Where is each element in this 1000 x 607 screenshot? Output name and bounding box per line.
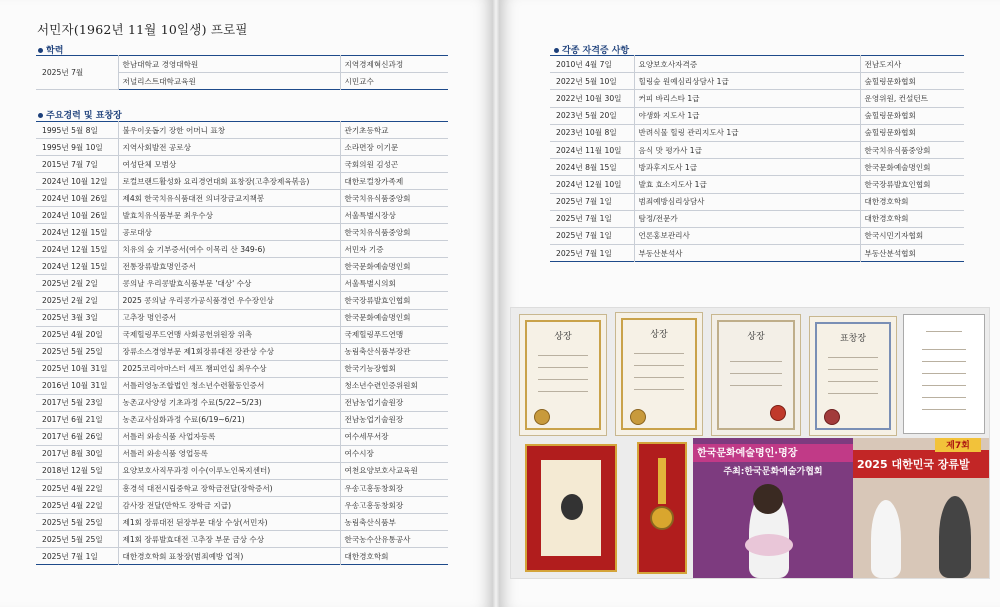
table-cell-date: 2025년 4월 20일	[36, 326, 118, 343]
table-cell-org: 운영위원, 컨설턴트	[860, 90, 964, 107]
table-cell-date: 2025년 4월 22일	[36, 479, 118, 496]
table-cell-name: 발효 효소지도사 1급	[634, 176, 860, 193]
table-cell-name: 한남대학교 경영대학원	[118, 56, 340, 73]
table-cell-name: 커피 바리스타 1급	[634, 90, 860, 107]
table-cell-org: 소라면장 이기문	[340, 139, 448, 156]
table-cell-org: 한국문화예술명인회	[340, 258, 448, 275]
table-cell-date: 2018년 12월 5일	[36, 462, 118, 479]
table-row	[36, 445, 448, 462]
table-row	[36, 411, 448, 428]
table-cell-name: 로컬브랜드활성화 요리경연대회 표창장(고추장제육볶음)	[118, 173, 340, 190]
table-cell-date: 1995년 9월 10일	[36, 139, 118, 156]
table-row	[36, 139, 448, 156]
table-cell-note: 지역경제혁신과정	[340, 56, 448, 73]
table-cell-org: 한국장류발효인협회	[340, 292, 448, 309]
table-cell-org: 서울특별시의회	[340, 275, 448, 292]
table-cell-org: 여천요양보호사교육원	[340, 462, 448, 479]
table-cell-date: 2025년 7월 1일	[550, 193, 634, 210]
event-banner-title: 2025 대한민국 장류발	[853, 450, 989, 478]
event-badge: 제7회	[935, 438, 981, 452]
table-cell-org: 한국기능장협회	[340, 360, 448, 377]
table-row	[550, 193, 964, 210]
certificate-title: 상장	[650, 330, 668, 340]
table-cell-name: 흥경석 대전시립중학교 장학금전달(장학증서)	[118, 479, 340, 496]
table-cell-name: 요양보호사자격증	[634, 56, 860, 73]
ceremony-photo-1	[693, 438, 853, 578]
career-heading-label: 주요경력 및 표창장	[46, 111, 122, 121]
table-row	[36, 428, 448, 445]
table-cell-name: 야생화 지도사 1급	[634, 107, 860, 124]
table-cell-date: 2017년 6월 26일	[36, 428, 118, 445]
certificate-photo-1	[519, 314, 607, 436]
medal-case-photo	[637, 442, 687, 574]
table-cell-name: 불우이웃돕기 장한 어머니 표창	[118, 122, 340, 139]
table-cell-org: 여수시장	[340, 445, 448, 462]
table-row	[36, 497, 448, 514]
table-cell-org: 국제힐링푸드연맹	[340, 326, 448, 343]
table-cell-org: 농림축산식품부	[340, 514, 448, 531]
table-cell-date: 2025년 2월 2일	[36, 292, 118, 309]
career-heading	[38, 108, 122, 121]
table-row	[550, 210, 964, 227]
table-cell-date: 2025년 5월 25일	[36, 514, 118, 531]
bullet-icon	[38, 113, 43, 118]
table-cell-date: 1995년 5월 8일	[36, 122, 118, 139]
table-cell-org: 농림축산식품부장관	[340, 343, 448, 360]
table-cell-name: 감사장 전달(만학도 장학금 지급)	[118, 497, 340, 514]
education-heading-label: 학력	[46, 46, 64, 56]
table-cell-date: 2024년 11월 10일	[550, 141, 634, 158]
table-cell-name: 농촌교사심화과정 수료(6/19~6/21)	[118, 411, 340, 428]
certificate-photo-4	[809, 316, 897, 436]
table-row	[36, 258, 448, 275]
seal-icon	[534, 409, 550, 425]
table-row	[36, 122, 448, 139]
table-row	[550, 141, 964, 158]
table-row	[550, 176, 964, 193]
seal-icon	[824, 409, 840, 425]
event-banner-subtitle: 주최:한국문화예술가협회	[723, 467, 823, 477]
education-table	[36, 55, 448, 90]
awards-photo-collage	[510, 307, 990, 579]
table-cell-date: 2017년 8월 30일	[36, 445, 118, 462]
table-cell-org: 대한경호학회	[340, 548, 448, 565]
table-cell-date: 2017년 6월 21일	[36, 411, 118, 428]
career-table	[36, 121, 448, 565]
table-cell-org: 우송고흥동창회장	[340, 479, 448, 496]
table-cell-date: 2024년 8월 15일	[550, 159, 634, 176]
table-row	[36, 377, 448, 394]
table-cell-date: 2024년 10월 26일	[36, 207, 118, 224]
table-cell-name: 언론홍보관리사	[634, 227, 860, 244]
table-cell-org: 전남농업기술원장	[340, 411, 448, 428]
table-cell-org: 대한경호학회	[860, 210, 964, 227]
table-cell-org: 한국치유식품중앙회	[860, 141, 964, 158]
table-cell-name: 치유의 숲 기부증서(여수 이목리 산 349-6)	[118, 241, 340, 258]
bullet-icon	[38, 48, 43, 53]
table-row	[36, 343, 448, 360]
table-cell-name: 제4회 한국치유식품대전 의녀장금교지책봉	[118, 190, 340, 207]
table-cell-date: 2024년 12월 15일	[36, 224, 118, 241]
table-cell-note: 시민교수	[340, 73, 448, 90]
table-cell-date: 2025년 7월 1일	[556, 248, 612, 258]
table-row	[36, 531, 448, 548]
table-cell-org: 한국장류발효인협회	[860, 176, 964, 193]
table-cell-date: 2024년 10월 26일	[36, 190, 118, 207]
table-cell-name: 범죄예방심리상담사	[634, 193, 860, 210]
table-cell-name: 서틀러영농조합법인 청소년수련활동인증서	[118, 377, 340, 394]
table-cell-name: 2025 콩의날 우리콩가공식품경연 우수장인상	[118, 292, 340, 309]
certificate-title: 표창장	[839, 334, 867, 344]
table-cell-org: 숲힐링문화협회	[860, 73, 964, 90]
table-cell-org: 서울특별시장상	[340, 207, 448, 224]
seal-icon	[630, 409, 646, 425]
table-cell-date: 2022년 5월 10일	[550, 73, 634, 90]
table-cell-name: 장류소스경영부문 제1회장류대전 장관상 수상	[118, 343, 340, 360]
table-cell-org: 한국시민기자협회	[860, 227, 964, 244]
table-cell-name: 제1회 장류대전 된장부문 대상 수상(서민자)	[118, 514, 340, 531]
table-cell-date: 2010년 4월 7일	[550, 56, 634, 73]
table-row	[550, 90, 964, 107]
table-cell-org: 숲힐링문화협회	[860, 124, 964, 141]
event-banner-title: 한국문화예술명인·명장	[693, 444, 853, 462]
table-cell-org: 부동산분석협회	[860, 245, 964, 262]
table-row	[36, 207, 448, 224]
certificate-title: 상장	[554, 332, 572, 342]
table-cell-name: 힐링숲 원예심리상담사 1급	[634, 73, 860, 90]
table-cell-name: 서틀러 와송식품 사업자등록	[118, 428, 340, 445]
table-cell-org: 한국문화예술명인회	[860, 159, 964, 176]
table-row	[36, 548, 448, 565]
table-row	[36, 462, 448, 479]
table-cell-name: 반려식물 힐링 관리지도사 1급	[634, 124, 860, 141]
table-cell-date: 2025년 10월 31일	[36, 360, 118, 377]
table-cell-date: 2025년 2월 2일	[36, 275, 118, 292]
table-row	[36, 394, 448, 411]
table-cell-date: 2025년 7월 1일	[550, 227, 634, 244]
table-cell-org: 관기초등학교	[340, 122, 448, 139]
table-cell-date: 2025년 5월 25일	[36, 531, 118, 548]
table-cell-name: 전통장류발효명인증서	[118, 258, 340, 275]
table-cell-name: 음식 맛 평가사 1급	[634, 141, 860, 158]
certificate-photo-3	[711, 314, 801, 436]
person-figure	[871, 500, 901, 578]
ceremony-photo-2	[853, 438, 989, 578]
table-cell-org: 숲힐링문화협회	[860, 107, 964, 124]
table-cell-org: 한국치유식품중앙회	[340, 224, 448, 241]
table-row	[36, 292, 448, 309]
table-cell-name: 발효치유식품부문 최우수상	[118, 207, 340, 224]
table-row	[550, 227, 964, 244]
certificates-table	[550, 55, 964, 262]
table-row	[36, 275, 448, 292]
table-cell-date: 2025년 5월 25일	[36, 343, 118, 360]
table-cell-name: 고추장 명인증서	[118, 309, 340, 326]
table-row	[550, 124, 964, 141]
framed-award-photo	[525, 444, 617, 572]
table-cell-org: 서민자 기증	[340, 241, 448, 258]
certificates-heading-label: 각종 자격증 사항	[562, 46, 630, 56]
table-cell-org: 여수세무서장	[340, 428, 448, 445]
table-cell-org: 청소년수련인증위원회	[340, 377, 448, 394]
table-row	[550, 56, 964, 73]
table-cell-date: 2024년 12월 15일	[36, 258, 118, 275]
certificate-photo-2	[615, 312, 703, 436]
table-cell-org: 전남도지사	[860, 56, 964, 73]
table-cell-date: 2024년 10월 12일	[36, 173, 118, 190]
table-cell-date: 2023년 5월 20일	[550, 107, 634, 124]
table-cell-name: 방과후지도사 1급	[634, 159, 860, 176]
table-cell-org: 대한로컬창가족제	[340, 173, 448, 190]
book-gutter	[492, 0, 500, 607]
seal-icon	[770, 405, 786, 421]
person-figure	[939, 496, 971, 578]
page-title: 서민자(1962년 11월 10일생) 프로필	[37, 22, 248, 37]
table-cell-name: 제1회 장류발효대전 고추장 부문 금상 수상	[118, 531, 340, 548]
table-cell-name: 콩의날 우리콩발효식품부문 '대상' 수상	[118, 275, 340, 292]
table-row	[36, 173, 448, 190]
table-cell-name: 탐정/전문가	[634, 210, 860, 227]
table-cell-date: 2025년 3월 3일	[36, 309, 118, 326]
table-cell-date: 2025년 7월	[36, 56, 118, 90]
table-row	[36, 514, 448, 531]
table-cell-date: 2022년 10월 30일	[550, 90, 634, 107]
table-row	[550, 73, 964, 90]
table-row	[36, 156, 448, 173]
table-row	[36, 190, 448, 207]
table-row	[550, 159, 964, 176]
document-photo	[903, 314, 985, 434]
table-cell-name: 공로대상	[118, 224, 340, 241]
table-cell-name: 대한경호학회 표창장(범죄예방 업적)	[118, 548, 340, 565]
table-cell-date: 2016년 10월 31일	[36, 377, 118, 394]
table-cell-date: 2024년 12월 10일	[550, 176, 634, 193]
table-row	[36, 479, 448, 496]
table-cell-date: 2023년 10월 8일	[550, 124, 634, 141]
table-row	[36, 360, 448, 377]
table-row	[550, 245, 964, 262]
table-cell-date: 2025년 7월 1일	[550, 210, 634, 227]
table-cell-date: 2025년 4월 22일	[36, 497, 118, 514]
bullet-icon	[554, 48, 559, 53]
table-cell-name: 2025코리아마스터 셰프 챔피언십 최우수상	[118, 360, 340, 377]
table-cell-org: 한국치유식품중앙회	[340, 190, 448, 207]
table-cell-name: 국제힐링푸드연맹 사회공헌위원장 위촉	[118, 326, 340, 343]
table-row	[36, 241, 448, 258]
table-cell-name: 농촌교사양성 기초과정 수료(5/22~5/23)	[118, 394, 340, 411]
table-cell-date: 2025년 7월 1일	[42, 551, 98, 561]
table-cell-name: 서틀러 와송식품 영업등록	[118, 445, 340, 462]
table-cell-org: 우송고흥동창회장	[340, 497, 448, 514]
table-cell-name: 지역사회발전 공로상	[118, 139, 340, 156]
certificate-title: 상장	[747, 332, 765, 342]
table-row	[36, 326, 448, 343]
table-cell-org: 전남농업기술원장	[340, 394, 448, 411]
table-cell-name: 저널리스트대학교육원	[118, 73, 340, 90]
table-cell-date: 2015년 7월 7일	[36, 156, 118, 173]
table-cell-name: 여성단체 모범상	[118, 156, 340, 173]
table-cell-org: 대한경호학회	[860, 193, 964, 210]
table-cell-name: 부동산분석사	[634, 245, 860, 262]
table-row	[36, 224, 448, 241]
table-cell-date: 2024년 12월 15일	[36, 241, 118, 258]
table-cell-org: 국회의원 김성곤	[340, 156, 448, 173]
table-cell-date: 2017년 5월 23일	[36, 394, 118, 411]
table-cell-org: 한국문화예술명인회	[340, 309, 448, 326]
table-row	[550, 107, 964, 124]
table-row	[36, 309, 448, 326]
table-row	[36, 56, 448, 73]
table-cell-org: 한국농수산유통공사	[340, 531, 448, 548]
table-cell-name: 요양보호사직무과정 이수(이루노인복지센터)	[118, 462, 340, 479]
